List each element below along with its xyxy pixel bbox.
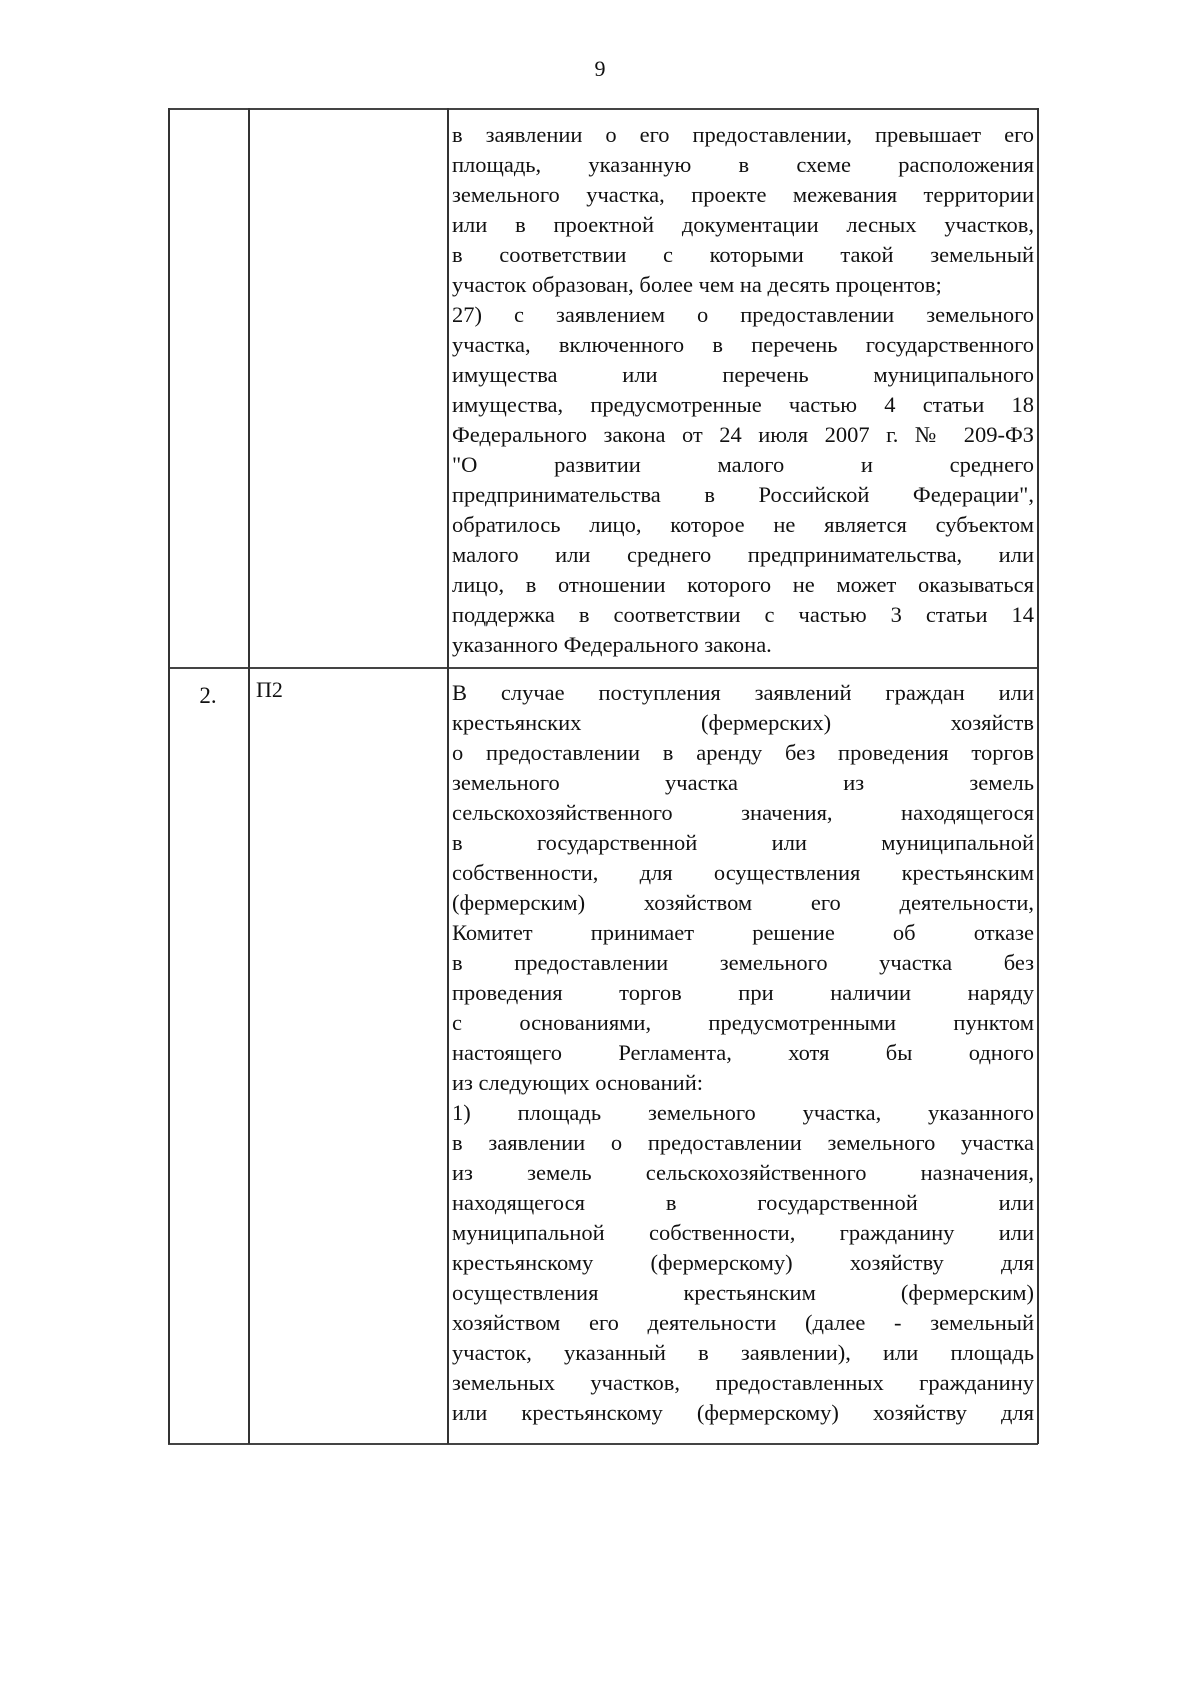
text-line: "О развитии малого и среднего [452, 452, 1034, 477]
table-top-border [168, 108, 1038, 110]
text-line: крестьянских (фермерских) хозяйств [452, 710, 1034, 735]
paragraph [452, 678, 1034, 1098]
text-line: участок образован, более чем на десять процентов; [452, 272, 942, 297]
text-line: 27) с заявлением о предоставлении земельного [452, 302, 1034, 327]
text-line: земельного участка, проекте межевания территории [452, 182, 1034, 207]
text-line: участка, включенного в перечень государственного [452, 332, 1034, 357]
text-line: проведения торгов при наличии наряду [452, 980, 1034, 1005]
text-line: из земель сельскохозяйственного назначения, [452, 1160, 1034, 1185]
text-line: указанного Федерального закона. [452, 632, 772, 657]
row2-code: П2 [256, 677, 283, 702]
text-line: о предоставлении в аренду без проведения торгов [452, 740, 1034, 765]
text-line: в государственной или муниципальной [452, 830, 1034, 855]
text-line: крестьянскому (фермерскому) хозяйству для [452, 1250, 1034, 1275]
text-line: имущества или перечень муниципального [452, 362, 1034, 387]
text-line: осуществления крестьянским (фермерским) [452, 1280, 1034, 1305]
text-line: участок, указанный в заявлении), или площадь [452, 1340, 1034, 1365]
paragraph [452, 1098, 1034, 1428]
text-line: Комитет принимает решение об отказе [452, 920, 1034, 945]
paragraph [452, 120, 1034, 300]
text-line: предпринимательства в Российской Федерации", [452, 482, 1034, 507]
row2-text-cell [452, 678, 1034, 1428]
row1-text-cell [452, 120, 1034, 660]
column-divider-2 [447, 108, 449, 1444]
text-line: лицо, в отношении которого не может оказываться [452, 572, 1034, 597]
text-line: малого или среднего предпринимательства, или [452, 542, 1034, 567]
text-line: или в проектной документации лесных участков, [452, 212, 1034, 237]
table-right-border [1037, 108, 1039, 1444]
column-divider-1 [248, 108, 250, 1444]
text-line: земельных участков, предоставленных гражданину [452, 1370, 1034, 1395]
row-divider [168, 667, 1038, 669]
text-line: 1) площадь земельного участка, указанного [452, 1100, 1034, 1125]
text-line: из следующих оснований: [452, 1070, 703, 1095]
text-line: Федерального закона от 24 июля 2007 г. № 209-ФЗ [452, 422, 1034, 447]
text-line: находящегося в государственной или [452, 1190, 1034, 1215]
text-line: площадь, указанную в схеме расположения [452, 152, 1034, 177]
text-line: или крестьянскому (фермерскому) хозяйству для [452, 1400, 1034, 1425]
text-line: сельскохозяйственного значения, находящегося [452, 800, 1034, 825]
text-line: поддержка в соответствии с частью 3 статьи 14 [452, 602, 1034, 627]
text-line: в заявлении о предоставлении земельного участка [452, 1130, 1034, 1155]
text-line: обратилось лицо, которое не является субъектом [452, 512, 1034, 537]
text-line: земельного участка из земель [452, 770, 1034, 795]
text-line: муниципальной собственности, гражданину или [452, 1220, 1034, 1245]
page-number: 9 [594, 56, 606, 81]
text-line: (фермерским) хозяйством его деятельности, [452, 890, 1034, 915]
table-bottom-border [168, 1443, 1038, 1445]
text-line: в соответствии с которыми такой земельный [452, 242, 1034, 267]
paragraph [452, 300, 1034, 660]
text-line: настоящего Регламента, хотя бы одного [452, 1040, 1034, 1065]
row2-number: 2. [199, 683, 217, 708]
text-line: В случае поступления заявлений граждан или [452, 680, 1034, 705]
text-line: в заявлении о его предоставлении, превышает его [452, 122, 1034, 147]
table-left-border [168, 108, 170, 1444]
text-line: собственности, для осуществления крестьянским [452, 860, 1034, 885]
text-line: в предоставлении земельного участка без [452, 950, 1034, 975]
text-line: имущества, предусмотренные частью 4 статьи 18 [452, 392, 1034, 417]
text-line: с основаниями, предусмотренными пунктом [452, 1010, 1034, 1035]
text-line: хозяйством его деятельности (далее - земельный [452, 1310, 1034, 1335]
